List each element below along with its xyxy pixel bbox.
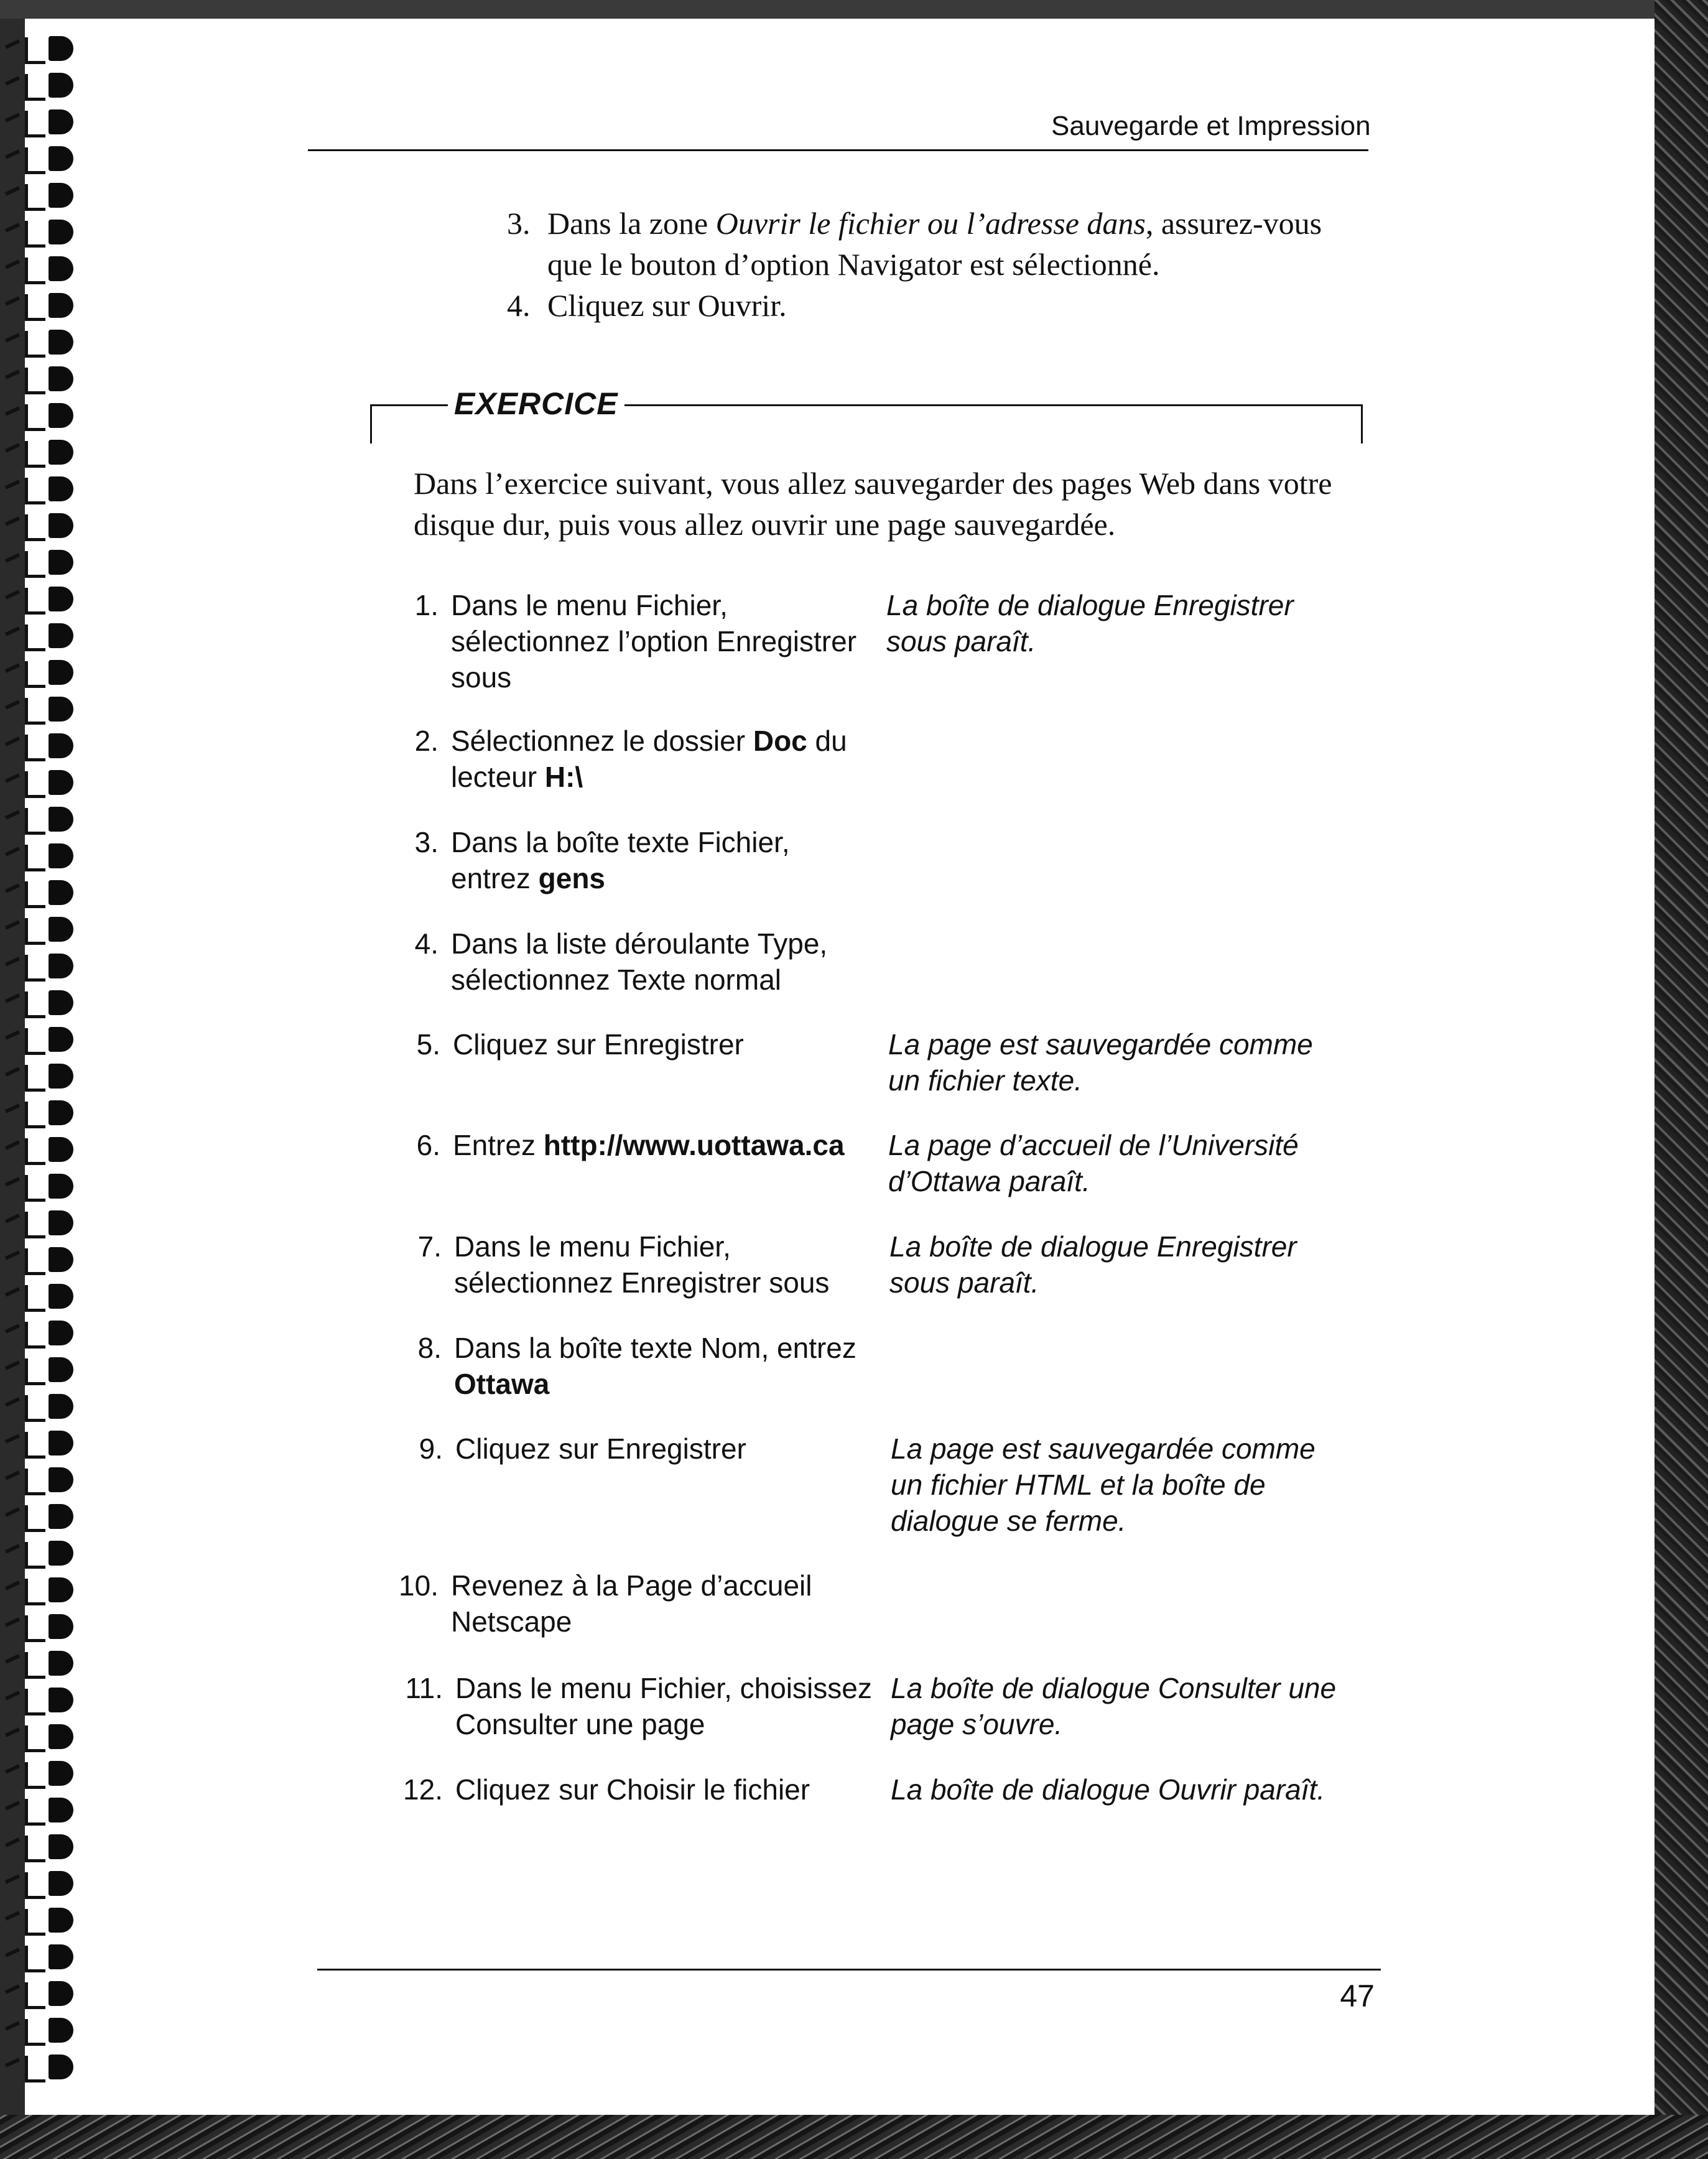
binding-hook — [25, 1909, 45, 1936]
header-rule — [308, 149, 1368, 151]
step-instruction-text: Entrez — [453, 1129, 544, 1161]
binding-dash — [5, 1581, 20, 1590]
binding-ring — [0, 178, 84, 215]
binding-ring — [0, 1756, 84, 1793]
binding-ring — [0, 1499, 84, 1536]
binding-loop — [49, 183, 73, 208]
binding-dash — [5, 1360, 20, 1370]
binding-hook — [25, 881, 45, 908]
binding-loop — [49, 1944, 73, 1969]
binding-loop — [49, 73, 73, 98]
binding-loop — [49, 256, 73, 281]
binding-dash — [5, 223, 20, 233]
binding-ring — [0, 582, 84, 619]
binding-loop — [49, 1137, 73, 1162]
binding-ring — [0, 435, 84, 472]
binding-loop — [49, 697, 73, 722]
binding-dash — [5, 1177, 20, 1187]
binding-loop — [49, 843, 73, 868]
binding-dash — [5, 847, 20, 857]
binding-ring — [0, 1939, 84, 1977]
binding-dash — [5, 1140, 20, 1150]
binding-loop — [49, 954, 73, 978]
binding-hook — [25, 258, 45, 284]
binding-ring — [0, 215, 84, 252]
step-instruction-text: Dans la boîte texte Fichier, entrez — [451, 826, 790, 894]
binding-ring — [0, 251, 84, 289]
binding-loop — [49, 403, 73, 428]
intro-step-4 — [507, 285, 1372, 326]
scan-border-right — [1655, 0, 1708, 2159]
binding-loop — [49, 1981, 73, 2006]
binding-dash — [5, 1948, 20, 1957]
binding-ring — [0, 875, 84, 912]
binding-loop — [49, 1247, 73, 1272]
binding-hook — [25, 37, 45, 64]
binding-ring — [0, 728, 84, 766]
binding-dash — [5, 1727, 20, 1737]
binding-hook — [25, 1212, 45, 1238]
binding-ring — [0, 1646, 84, 1683]
binding-hook — [25, 294, 45, 321]
binding-dash — [5, 1691, 20, 1701]
binding-loop — [49, 660, 73, 685]
binding-hook — [25, 368, 45, 394]
binding-loop — [49, 1908, 73, 1933]
binding-loop — [49, 36, 73, 61]
step-number: 11. — [405, 1672, 443, 1704]
binding-loop — [49, 1467, 73, 1492]
binding-hook — [25, 1028, 45, 1055]
binding-hook — [25, 1469, 45, 1495]
binding-loop — [49, 990, 73, 1015]
binding-ring — [0, 508, 84, 546]
step-instruction-bold: H:\ — [544, 761, 583, 793]
binding-dash — [5, 1911, 20, 1921]
step-instruction — [453, 1127, 870, 1163]
binding-dash — [5, 1801, 20, 1811]
binding-ring — [0, 31, 84, 68]
binding-ring — [0, 1572, 84, 1610]
binding-dash — [5, 186, 20, 196]
binding-ring — [0, 802, 84, 839]
step-instruction-text: du lecteur — [451, 725, 847, 793]
binding-dash — [5, 993, 20, 1003]
intro-step-text: Cliquez sur Ouvrir. — [547, 288, 787, 323]
binding-ring — [0, 1609, 84, 1646]
binding-loop — [49, 1577, 73, 1602]
binding-hook — [25, 771, 45, 798]
binding-hook — [25, 845, 45, 871]
binding-hook — [25, 2056, 45, 2082]
binding-loop — [49, 1614, 73, 1639]
binding-ring — [0, 1316, 84, 1353]
binding-dash — [5, 296, 20, 306]
binding-loop — [49, 1761, 73, 1786]
binding-loop — [49, 1504, 73, 1529]
running-header: Sauvegarde et Impression — [1051, 111, 1371, 141]
binding-loop — [49, 1284, 73, 1309]
binding-ring — [0, 949, 84, 986]
intro-step-text-part: , assurez-vous que le bouton d’option Navigator est sélectionné. — [547, 206, 1322, 282]
binding-dash — [5, 1324, 20, 1334]
step-instruction-bold: Doc — [753, 725, 807, 757]
binding-ring — [0, 1976, 84, 2013]
binding-dash — [5, 1837, 20, 1847]
binding-hook — [25, 1725, 45, 1752]
binding-ring — [0, 1426, 84, 1463]
binding-loop — [49, 476, 73, 501]
binding-ring — [0, 618, 84, 656]
step-instruction: Dans le menu Fichier, sélectionnez Enregistrer sous — [454, 1230, 830, 1299]
step-result: La boîte de dialogue Enregistrer sous paraît. — [886, 589, 1294, 657]
binding-dash — [5, 1617, 20, 1627]
binding-dash — [5, 480, 20, 490]
binding-hook — [25, 808, 45, 835]
binding-hook — [25, 2019, 45, 2046]
binding-loop — [49, 293, 73, 318]
step-number: 2. — [414, 725, 439, 757]
binding-dash — [5, 553, 20, 563]
binding-ring — [0, 2050, 84, 2087]
binding-loop — [49, 513, 73, 538]
step-instruction: Cliquez sur Choisir le fichier — [455, 1773, 810, 1806]
binding-hook — [25, 514, 45, 541]
binding-ring — [0, 1683, 84, 1720]
binding-dash — [5, 259, 20, 269]
binding-hook — [25, 624, 45, 651]
binding-dash — [5, 736, 20, 746]
binding-loop — [49, 1724, 73, 1749]
binding-hook — [25, 1432, 45, 1459]
step-instruction-bold: gens — [538, 862, 606, 894]
binding-loop — [49, 1174, 73, 1199]
binding-dash — [5, 1544, 20, 1554]
intro-step-number: 3. — [507, 206, 531, 241]
step-instruction-bold: Ottawa — [454, 1368, 550, 1400]
binding-hook — [25, 147, 45, 174]
binding-dash — [5, 1764, 20, 1774]
binding-hook — [25, 1762, 45, 1789]
binding-hook — [25, 588, 45, 615]
binding-hook — [25, 955, 45, 982]
step-instruction-text: Dans la boîte texte Nom, entrez — [454, 1332, 856, 1364]
binding-dash — [5, 1103, 20, 1113]
step-number: 1. — [414, 589, 439, 621]
step-instruction: Dans la liste déroulante Type, sélectionnez Texte normal — [451, 927, 828, 996]
binding-ring — [0, 1022, 84, 1059]
binding-hook — [25, 1946, 45, 1972]
binding-dash — [5, 1470, 20, 1480]
binding-dash — [5, 2021, 20, 2031]
binding-ring — [0, 361, 84, 399]
binding-hook — [25, 991, 45, 1018]
binding-ring — [0, 1059, 84, 1096]
binding-hook — [25, 735, 45, 761]
step-instruction-text: Sélectionnez le dossier — [451, 725, 753, 757]
binding-loop — [49, 1541, 73, 1566]
step-number: 12. — [403, 1773, 443, 1806]
binding-loop — [49, 770, 73, 795]
binding-dash — [5, 663, 20, 673]
binding-ring — [0, 288, 84, 325]
binding-dash — [5, 1067, 20, 1077]
step-number: 9. — [419, 1432, 443, 1465]
step-instruction: Cliquez sur Enregistrer — [453, 1028, 744, 1061]
binding-loop — [49, 1834, 73, 1859]
binding-ring — [0, 692, 84, 729]
binding-ring — [0, 545, 84, 582]
binding-ring — [0, 1352, 84, 1390]
binding-ring — [0, 1095, 84, 1133]
binding-ring — [0, 141, 84, 179]
binding-loop — [49, 917, 73, 942]
binding-hook — [25, 404, 45, 431]
binding-dash — [5, 1250, 20, 1260]
step-number: 4. — [414, 927, 439, 960]
binding-hook — [25, 1138, 45, 1165]
binding-hook — [25, 698, 45, 725]
binding-ring — [0, 1205, 84, 1243]
binding-dash — [5, 1984, 20, 1994]
binding-dash — [5, 2058, 20, 2068]
binding-hook — [25, 1982, 45, 2009]
binding-ring — [0, 1462, 84, 1500]
binding-hook — [25, 1505, 45, 1532]
binding-dash — [5, 76, 20, 86]
binding-dash — [5, 39, 20, 49]
binding-ring — [0, 1169, 84, 1206]
binding-ring — [0, 1389, 84, 1426]
step-number: 3. — [414, 826, 439, 858]
binding-dash — [5, 149, 20, 159]
intro-step-number: 4. — [507, 288, 531, 323]
binding-loop — [49, 1357, 73, 1382]
binding-dash — [5, 369, 20, 379]
binding-dash — [5, 1507, 20, 1517]
binding-loop — [49, 733, 73, 758]
binding-ring — [0, 68, 84, 105]
binding-ring — [0, 1536, 84, 1573]
intro-step-text — [547, 203, 1372, 285]
binding-dash — [5, 957, 20, 967]
binding-hook — [25, 1615, 45, 1642]
binding-hook — [25, 184, 45, 211]
exercise-heading: EXERCICE — [448, 386, 624, 422]
binding-loop — [49, 880, 73, 905]
binding-dash — [5, 516, 20, 526]
binding-loop — [49, 1064, 73, 1089]
step-instruction-bold: http://www.uottawa.ca — [543, 1129, 845, 1161]
step-number: 8. — [417, 1332, 442, 1364]
binding-ring — [0, 325, 84, 362]
binding-hook — [25, 221, 45, 248]
intro-step-text-italic: Ouvrir le fichier ou l’adresse dans — [715, 206, 1146, 241]
binding-loop — [49, 1651, 73, 1676]
binding-ring — [0, 1132, 84, 1169]
binding-hook — [25, 74, 45, 101]
binding-ring — [0, 2013, 84, 2050]
binding-hook — [25, 1579, 45, 1605]
binding-dash — [5, 1874, 20, 1884]
binding-loop — [49, 1871, 73, 1896]
binding-ring — [0, 765, 84, 802]
binding-dash — [5, 1434, 20, 1444]
binding-dash — [5, 333, 20, 343]
binding-dash — [5, 590, 20, 600]
binding-ring — [0, 471, 84, 509]
binding-ring — [0, 838, 84, 876]
step-number: 10. — [399, 1569, 439, 1602]
binding-loop — [49, 1431, 73, 1456]
scan-border-top — [0, 0, 1708, 19]
binding-ring — [0, 1829, 84, 1867]
step-result: La page d’accueil de l’Université d’Ottawa paraît. — [888, 1129, 1299, 1197]
step-result: La page est sauvegardée comme un fichier texte. — [888, 1028, 1313, 1097]
binding-loop — [49, 440, 73, 465]
exercise-intro: Dans l’exercice suivant, vous allez sauvegarder des pages Web dans votre disque dur, puis vous allez ouvrir une page sauvegardée. — [414, 466, 1332, 542]
binding-hook — [25, 441, 45, 468]
scan-border-bottom — [0, 2115, 1708, 2159]
binding-loop — [49, 1394, 73, 1419]
binding-ring — [0, 1903, 84, 1940]
binding-ring — [0, 1242, 84, 1279]
binding-hook — [25, 1689, 45, 1716]
binding-dash — [5, 1397, 20, 1407]
step-instruction — [451, 824, 868, 896]
binding-dash — [5, 443, 20, 453]
binding-dash — [5, 406, 20, 416]
binding-dash — [5, 626, 20, 636]
binding-dash — [5, 920, 20, 930]
binding-loop — [49, 587, 73, 611]
binding-ring — [0, 1279, 84, 1316]
step-instruction — [451, 723, 868, 795]
binding-loop — [49, 550, 73, 575]
binding-hook — [25, 1065, 45, 1092]
spiral-binding — [0, 31, 84, 2109]
binding-dash — [5, 1214, 20, 1223]
binding-hook — [25, 1285, 45, 1312]
binding-loop — [49, 109, 73, 134]
binding-dash — [5, 810, 20, 820]
step-result: La boîte de dialogue Consulter une page s’ouvre. — [891, 1672, 1337, 1740]
step-number: 5. — [416, 1028, 440, 1061]
step-result: La boîte de dialogue Enregistrer sous paraît. — [889, 1230, 1297, 1299]
binding-hook — [25, 1322, 45, 1349]
step-number: 6. — [416, 1129, 440, 1161]
binding-dash — [5, 700, 20, 710]
binding-loop — [49, 807, 73, 832]
step-instruction — [454, 1330, 871, 1402]
binding-hook — [25, 111, 45, 137]
binding-hook — [25, 478, 45, 504]
binding-loop — [49, 1027, 73, 1052]
binding-dash — [5, 1654, 20, 1664]
binding-hook — [25, 1799, 45, 1826]
binding-hook — [25, 1872, 45, 1899]
binding-ring — [0, 104, 84, 142]
binding-hook — [25, 1358, 45, 1385]
step-instruction: Dans le menu Fichier, sélectionnez l’option Enregistrer sous — [451, 589, 857, 694]
binding-loop — [49, 1100, 73, 1125]
binding-hook — [25, 918, 45, 945]
binding-ring — [0, 985, 84, 1023]
binding-hook — [25, 1542, 45, 1569]
binding-hook — [25, 661, 45, 688]
step-instruction: Cliquez sur Enregistrer — [455, 1432, 746, 1465]
step-instruction: Revenez à la Page d’accueil Netscape — [451, 1569, 812, 1638]
binding-ring — [0, 1793, 84, 1830]
binding-loop — [49, 1688, 73, 1712]
footer-rule — [317, 1969, 1381, 1971]
binding-hook — [25, 1395, 45, 1422]
binding-loop — [49, 146, 73, 171]
binding-dash — [5, 1030, 20, 1040]
step-number: 7. — [417, 1230, 442, 1263]
binding-hook — [25, 1175, 45, 1202]
intro-step-text-part: Dans la zone — [547, 206, 716, 241]
binding-hook — [25, 551, 45, 578]
step-result: La page est sauvegardée comme un fichier HTML et la boîte de dialogue se ferme. — [891, 1432, 1316, 1537]
binding-loop — [49, 220, 73, 244]
binding-hook — [25, 1836, 45, 1862]
binding-loop — [49, 1210, 73, 1235]
binding-loop — [49, 330, 73, 355]
binding-dash — [5, 1287, 20, 1297]
binding-ring — [0, 655, 84, 692]
binding-ring — [0, 1719, 84, 1757]
binding-dash — [5, 113, 20, 123]
binding-hook — [25, 1248, 45, 1275]
binding-loop — [49, 1321, 73, 1345]
step-instruction: Dans le menu Fichier, choisissez Consulter une page — [455, 1672, 872, 1740]
binding-loop — [49, 623, 73, 648]
binding-hook — [25, 1102, 45, 1128]
binding-hook — [25, 331, 45, 358]
binding-dash — [5, 773, 20, 783]
binding-loop — [49, 2018, 73, 2043]
page-number: 47 — [1340, 1979, 1375, 2013]
step-result: La boîte de dialogue Ouvrir paraît. — [891, 1773, 1325, 1806]
binding-dash — [5, 883, 20, 893]
binding-ring — [0, 1866, 84, 1903]
binding-loop — [49, 366, 73, 391]
binding-loop — [49, 2055, 73, 2079]
binding-ring — [0, 398, 84, 435]
binding-hook — [25, 1652, 45, 1679]
intro-step-3 — [507, 203, 1372, 285]
binding-ring — [0, 912, 84, 949]
binding-loop — [49, 1798, 73, 1822]
